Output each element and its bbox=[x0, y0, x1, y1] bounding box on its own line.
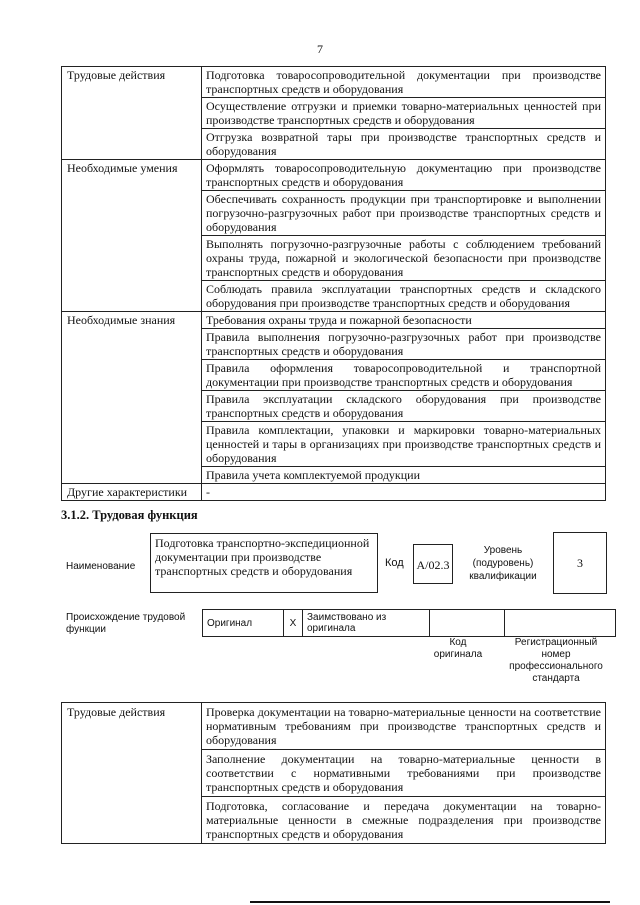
requirement-item: Правила эксплуатации складского оборудования при производстве транспортных средств и оборудования bbox=[202, 391, 606, 422]
original-mark: X bbox=[284, 610, 303, 637]
requirement-item: Правила оформления товаросопроводительной и транспортной документации при производстве транспортных средств и оборудования bbox=[202, 360, 606, 391]
table-row bbox=[62, 312, 606, 329]
labor-actions-table bbox=[61, 702, 606, 844]
page-bottom-rule bbox=[250, 901, 610, 903]
function-name-label: Наименование bbox=[66, 561, 136, 572]
group-label: Трудовые действия bbox=[62, 67, 202, 160]
requirement-item: Обеспечивать сохранность продукции при транспортировке и выполнении погрузочно-разгрузочных работ при производстве транспортных средств и оборудования bbox=[202, 191, 606, 236]
group-label: Другие характеристики bbox=[62, 484, 202, 501]
group-label: Необходимые знания bbox=[62, 312, 202, 484]
requirement-item: Проверка документации на товарно-материальные ценности на соответствие нормативным требованиям при производстве транспортных средств и оборудования bbox=[202, 703, 606, 750]
group-label: Трудовые действия bbox=[62, 703, 202, 844]
function-code-value: А/02.3 bbox=[413, 544, 453, 584]
requirement-item: Осуществление отгрузки и приемки товарно-материальных ценностей при производстве транспортных средств и оборудования bbox=[202, 98, 606, 129]
borrowed-label: Заимствовано из оригинала bbox=[303, 610, 430, 637]
origin-table bbox=[202, 609, 616, 637]
function-code-label: Код bbox=[385, 557, 404, 569]
table-row bbox=[62, 703, 606, 750]
registration-number-cell bbox=[505, 610, 616, 637]
requirement-item: - bbox=[202, 484, 606, 501]
origin-label: Происхождение трудовой функции bbox=[66, 612, 186, 635]
section-title: 3.1.2. Трудовая функция bbox=[61, 508, 198, 522]
requirement-item: Оформлять товаросопроводительную документацию при производстве транспортных средств и оборудования bbox=[202, 160, 606, 191]
function-name-value: Подготовка транспортно-экспедиционной документации при производстве транспортных средств и оборудования bbox=[150, 533, 378, 593]
requirement-item: Подготовка товаросопроводительной документации при производстве транспортных средств и оборудования bbox=[202, 67, 606, 98]
group-label: Необходимые умения bbox=[62, 160, 202, 312]
page-number: 7 bbox=[317, 42, 323, 56]
table-row bbox=[62, 160, 606, 191]
original-label: Оригинал bbox=[203, 610, 284, 637]
requirement-item: Отгрузка возвратной тары при производстве транспортных средств и оборудования bbox=[202, 129, 606, 160]
qualification-level-value: 3 bbox=[553, 532, 607, 594]
requirement-item: Правила выполнения погрузочно-разгрузочных работ при производстве транспортных средств и оборудования bbox=[202, 329, 606, 360]
requirement-item: Правила комплектации, упаковки и маркировки товарно-материальных ценностей и тары в организациях при производстве транспортных средств и оборудования bbox=[202, 422, 606, 467]
original-code-cell bbox=[430, 610, 505, 637]
qualification-level-label: Уровень (подуровень) квалификации bbox=[469, 545, 537, 582]
requirement-item: Выполнять погрузочно-разгрузочные работы с соблюдением требований охраны труда, пожарной и экологической безопасности при производстве транспортных средств и оборудования bbox=[202, 236, 606, 281]
requirement-item: Соблюдать правила эксплуатации транспортных средств и складского оборудования при производстве транспортных средств и оборудования bbox=[202, 281, 606, 312]
table-row bbox=[62, 67, 606, 98]
requirement-item: Правила учета комплектуемой продукции bbox=[202, 467, 606, 484]
requirement-item: Подготовка, согласование и передача документации на товарно-материальные ценности в смежные подразделения при производстве транспортных средств и оборудования bbox=[202, 797, 606, 844]
registration-number-caption: Регистрационный номер профессионального стандарта bbox=[509, 637, 603, 684]
original-code-caption: Код оригинала bbox=[433, 637, 483, 660]
requirement-item: Заполнение документации на товарно-материальные ценности в соответствии с нормативными требованиями при производстве транспортных средств и оборудования bbox=[202, 750, 606, 797]
requirement-item: Требования охраны труда и пожарной безопасности bbox=[202, 312, 606, 329]
requirements-table bbox=[61, 66, 606, 501]
table-row bbox=[62, 484, 606, 501]
